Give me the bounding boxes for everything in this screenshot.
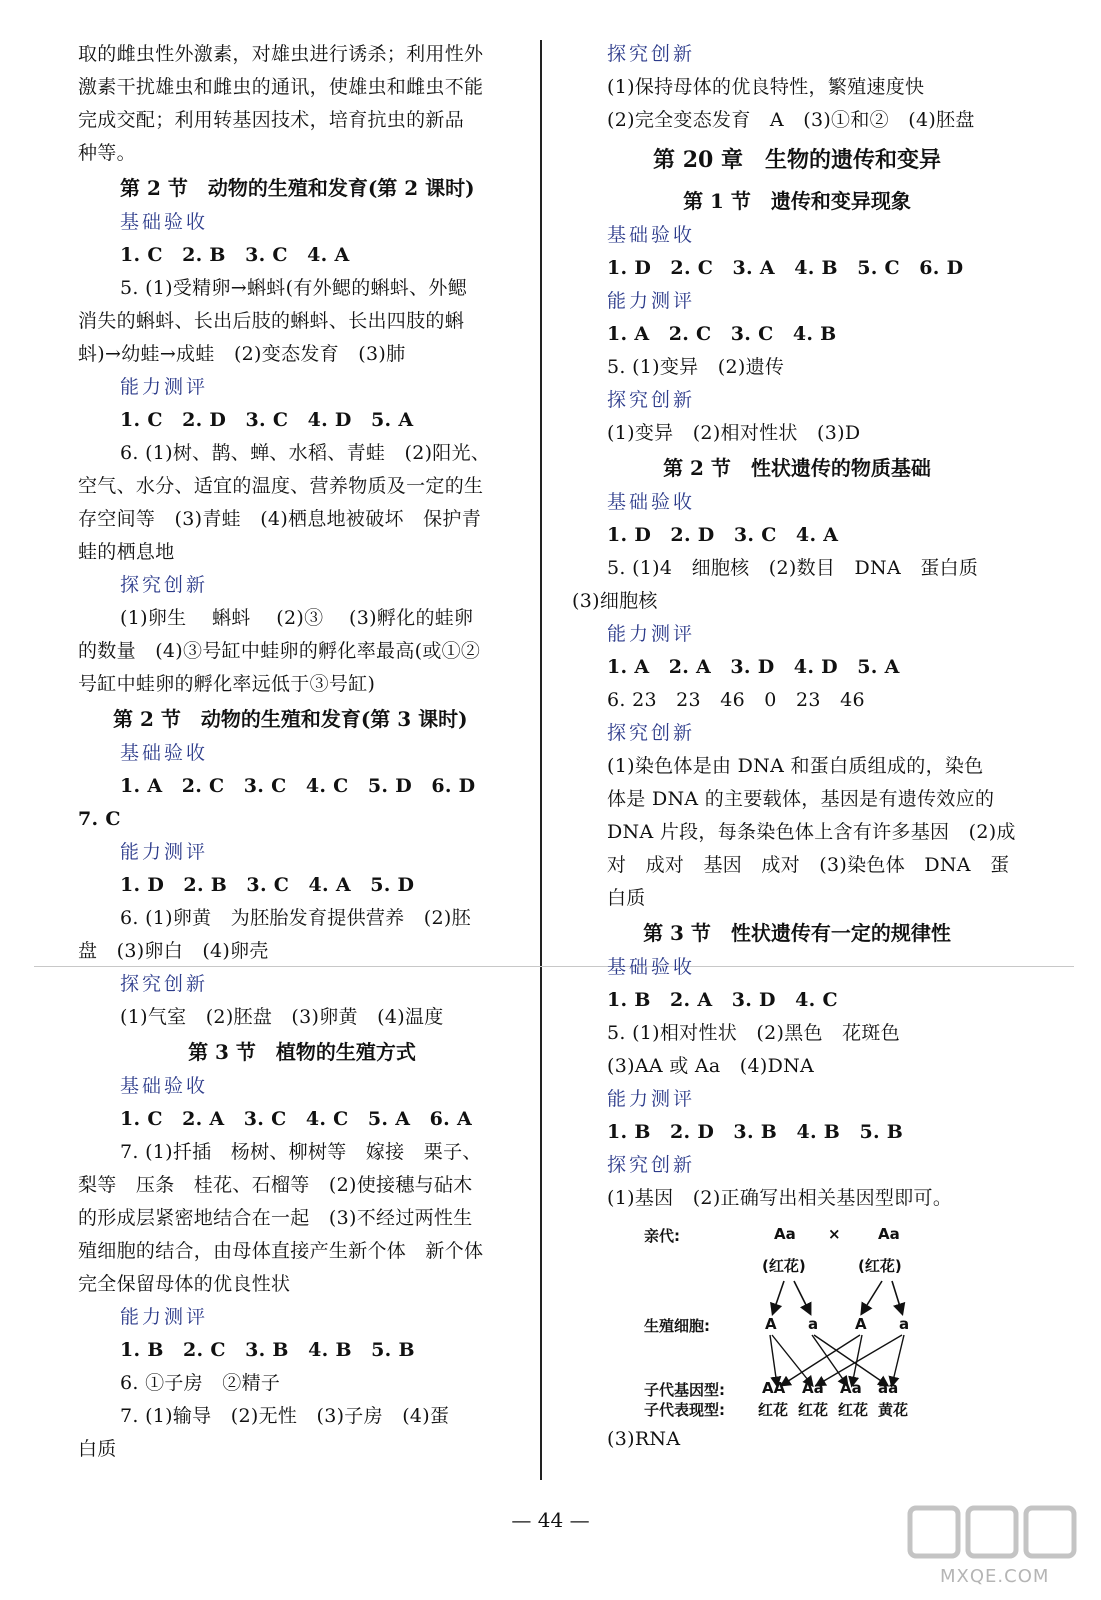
offspring-genotype-1: AA (762, 1379, 786, 1397)
left-line-14: 存空间等 (3)青蛙 (4)栖息地被破坏 保护青 (78, 508, 482, 530)
page-number: — 44 — (511, 1508, 590, 1532)
left-line-25: 1. D 2. B 3. C 4. A 5. D (120, 874, 415, 896)
column-divider (540, 40, 542, 1480)
arrow-p1-a (794, 1281, 810, 1313)
right-line-9: 5. (1)变异 (2)遗传 (607, 356, 785, 378)
left-line-32: 1. C 2. A 3. C 4. C 5. A 6. A (120, 1108, 472, 1130)
arrow-p2-A (862, 1281, 882, 1313)
offspring-genotype-4: aa (878, 1379, 899, 1397)
right-line-23: DNA 片段，每条染色体上含有许多基因 (2)成 (607, 821, 1016, 843)
right-column-lines (572, 38, 1022, 1215)
left-line-21: 基础验收 (120, 742, 209, 764)
right-line-7: 能力测评 (607, 290, 696, 312)
offspring-phenotype-1: 红花 (758, 1401, 789, 1419)
watermark-text: MXQE.COM (940, 1566, 1050, 1587)
offspring-phenotype-4: 黄花 (878, 1401, 909, 1419)
left-line-39: 1. B 2. C 3. B 4. B 5. B (120, 1339, 415, 1361)
gamete-3: A (855, 1315, 867, 1333)
left-line-23: 7. C (78, 808, 121, 830)
right-line-6: 1. D 2. C 3. A 4. B 5. C 6. D (607, 257, 964, 279)
right-line-13: 基础验收 (607, 491, 696, 513)
right-line-0: 探究创新 (607, 43, 696, 65)
gamete-1: A (765, 1315, 777, 1333)
left-line-33: 7. (1)扦插 杨树、柳树等 嫁接 栗子、 (120, 1141, 482, 1163)
left-line-0: 取的雌虫性外激素，对雄虫进行诱杀；利用性外 (78, 43, 484, 65)
genetic-cross-diagram (572, 1215, 1022, 1419)
right-line-3: 第 20 章 生物的遗传和变异 (653, 147, 941, 173)
left-line-30: 第 3 节 植物的生殖方式 (188, 1040, 416, 1064)
right-line-12: 第 2 节 性状遗传的物质基础 (663, 456, 931, 480)
right-line-1: (1)保持母体的优良特性，繁殖速度快 (607, 76, 925, 98)
left-line-11: 1. C 2. D 3. C 4. D 5. A (120, 409, 414, 431)
right-line-33: 探究创新 (607, 1154, 696, 1176)
right-line-5: 基础验收 (607, 224, 696, 246)
arrow-p1-A (773, 1281, 784, 1313)
offspring-phenotype-2: 红花 (798, 1401, 829, 1419)
left-line-34: 梨等 压条 桂花、石榴等 (2)使接穗与砧木 (78, 1174, 473, 1196)
parent-label: 亲代: (644, 1227, 680, 1245)
cross-symbol: × (828, 1225, 841, 1243)
right-line-8: 1. A 2. C 3. C 4. B (607, 323, 837, 345)
right-line-34: (1)基因 (2)正确写出相关基因型即可。 (607, 1187, 953, 1209)
left-line-28: 探究创新 (120, 973, 209, 995)
left-line-24: 能力测评 (120, 841, 209, 863)
left-line-20: 第 2 节 动物的生殖和发育(第 3 课时) (113, 707, 468, 731)
left-line-22: 1. A 2. C 3. C 4. C 5. D 6. D (120, 775, 476, 797)
left-line-4: 第 2 节 动物的生殖和发育(第 2 课时) (120, 176, 475, 200)
left-line-3: 种等。 (78, 142, 136, 164)
left-line-13: 空气、水分、适宜的温度、营养物质及一定的生 (78, 475, 484, 497)
right-line-4: 第 1 节 遗传和变异现象 (683, 189, 911, 213)
right-line-21: (1)染色体是由 DNA 和蛋白质组成的，染色 (607, 755, 984, 777)
left-line-17: (1)卵生 蝌蚪 (2)③ (3)孵化的蛙卵 (120, 607, 474, 629)
left-line-18: 的数量 (4)③号缸中蛙卵的孵化率最高(或①② (78, 640, 481, 662)
offspring-genotype-3: Aa (840, 1379, 862, 1397)
answer-rna: (3)RNA (607, 1428, 681, 1450)
left-line-12: 6. (1)树、鹊、蝉、水稻、青蛙 (2)阳光、 (120, 442, 491, 464)
parent2-genotype: Aa (878, 1225, 900, 1243)
right-line-18: 1. A 2. A 3. D 4. D 5. A (607, 656, 900, 678)
left-line-29: (1)气室 (2)胚盘 (3)卵黄 (4)温度 (120, 1006, 444, 1028)
left-column (78, 38, 526, 1466)
right-line-25: 白质 (607, 887, 646, 909)
left-line-9: 蚪)→幼蛙→成蛙 (2)变态发育 (3)肺 (78, 343, 406, 365)
left-line-37: 完全保留母体的优良性状 (78, 1273, 291, 1295)
right-line-16: (3)细胞核 (572, 590, 658, 612)
left-line-1: 激素干扰雄虫和雌虫的通讯，使雄虫和雌虫不能 (78, 76, 484, 98)
right-line-27: 基础验收 (607, 956, 696, 978)
gamete-2: a (808, 1315, 819, 1333)
right-line-26: 第 3 节 性状遗传有一定的规律性 (643, 921, 951, 945)
right-line-10: 探究创新 (607, 389, 696, 411)
left-line-42: 白质 (78, 1438, 117, 1460)
left-line-15: 蛙的栖息地 (78, 541, 175, 563)
right-line-24: 对 成对 基因 成对 (3)染色体 DNA 蛋 (607, 854, 1010, 876)
arrow-p2-a (892, 1281, 902, 1313)
left-line-7: 5. (1)受精卵→蝌蚪(有外鳃的蝌蚪、外鳃 (120, 277, 468, 299)
right-line-15: 5. (1)4 细胞核 (2)数目 DNA 蛋白质 (607, 557, 979, 579)
right-line-30: (3)AA 或 Aa (4)DNA (607, 1055, 815, 1077)
left-line-6: 1. C 2. B 3. C 4. A (120, 244, 350, 266)
left-line-26: 6. (1)卵黄 为胚胎发育提供营养 (2)胚 (120, 907, 471, 929)
left-line-16: 探究创新 (120, 574, 209, 596)
right-line-31: 能力测评 (607, 1088, 696, 1110)
right-line-20: 探究创新 (607, 722, 696, 744)
left-line-40: 6. ①子房 ②精子 (120, 1372, 281, 1394)
right-line-19: 6. 23 23 46 0 23 46 (607, 689, 865, 711)
parent1-genotype: Aa (774, 1225, 796, 1243)
left-line-19: 号缸中蛙卵的孵化率远低于③号缸) (78, 673, 376, 695)
left-line-41: 7. (1)输导 (2)无性 (3)子房 (4)蛋 (120, 1405, 450, 1427)
left-line-5: 基础验收 (120, 211, 209, 233)
right-line-32: 1. B 2. D 3. B 4. B 5. B (607, 1121, 904, 1143)
gamete-label: 生殖细胞: (644, 1317, 710, 1335)
parent1-trait: (红花) (762, 1257, 806, 1275)
left-line-36: 殖细胞的结合，由母体直接产生新个体 新个体 (78, 1240, 484, 1262)
left-line-27: 盘 (3)卵白 (4)卵壳 (78, 940, 269, 962)
parent2-trait: (红花) (858, 1257, 902, 1275)
right-line-14: 1. D 2. D 3. C 4. A (607, 524, 839, 546)
left-line-38: 能力测评 (120, 1306, 209, 1328)
left-line-35: 的形成层紧密地结合在一起 (3)不经过两性生 (78, 1207, 473, 1229)
cross-arrows (572, 1215, 1022, 1415)
left-line-8: 消失的蝌蚪、长出后肢的蝌蚪、长出四肢的蝌 (78, 310, 465, 332)
left-line-10: 能力测评 (120, 376, 209, 398)
right-column (572, 38, 1022, 1456)
left-line-2: 完成交配；利用转基因技术，培育抗虫的新品 (78, 109, 465, 131)
right-line-2: (2)完全变态发育 A (3)①和② (4)胚盘 (607, 109, 975, 131)
right-line-28: 1. B 2. A 3. D 4. C (607, 989, 838, 1011)
offspring-genotype-label: 子代基因型: (644, 1381, 725, 1399)
right-line-11: (1)变异 (2)相对性状 (3)D (607, 422, 861, 444)
right-line-22: 体是 DNA 的主要载体，基因是有遗传效应的 (607, 788, 995, 810)
gamete-4: a (899, 1315, 910, 1333)
left-line-31: 基础验收 (120, 1075, 209, 1097)
right-line-29: 5. (1)相对性状 (2)黑色 花斑色 (607, 1022, 900, 1044)
offspring-phenotype-3: 红花 (838, 1401, 869, 1419)
offspring-genotype-2: Aa (802, 1379, 824, 1397)
offspring-phenotype-label: 子代表现型: (644, 1401, 725, 1419)
right-line-17: 能力测评 (607, 623, 696, 645)
